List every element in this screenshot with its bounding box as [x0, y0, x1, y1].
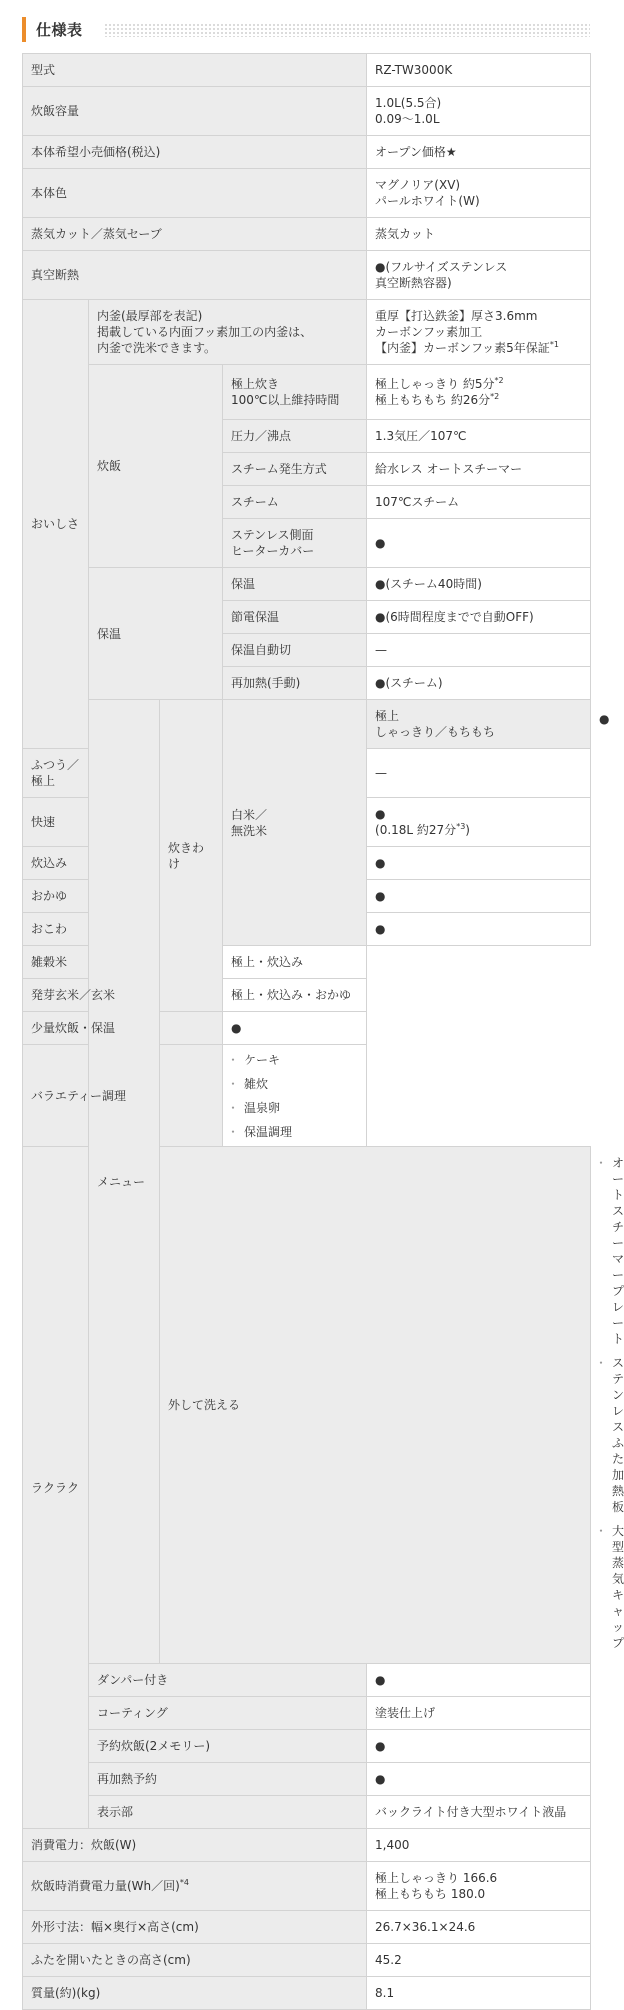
pot-value: 重厚【打込鉄釜】厚さ3.6mm カーボンフッ素加工 【内釜】カーボンフッ素5年保証$^{*1}$: [367, 300, 591, 365]
group-rakuraku: ラクラク: [23, 1147, 89, 1829]
hoon-value: ●(スチーム40時間): [367, 568, 591, 601]
pressure-label: 圧力／沸点: [223, 420, 367, 453]
steam-cut-value: 蒸気カット: [367, 218, 591, 251]
table-row: [23, 1829, 591, 1862]
table-row: [23, 1944, 591, 1977]
list-item: ・ オートスチーマープレート: [599, 1151, 612, 1351]
quick-value: ● (0.18L 約27分$^{*3}$): [367, 798, 591, 847]
coating-label: コーティング: [89, 1697, 367, 1730]
steam-cut-label: 蒸気カット／蒸気セーブ: [23, 218, 367, 251]
table-row: [23, 1045, 591, 1147]
futsuu-value: —: [367, 749, 591, 798]
heater-cover-value: ●: [367, 519, 591, 568]
weight-label: 質量(約)(kg): [23, 1977, 367, 2010]
timer-label: 予約炊飯(2メモリー): [89, 1730, 367, 1763]
auto-off-label: 保温自動切: [223, 634, 367, 667]
reheat-timer-label: 再加熱予約: [89, 1763, 367, 1796]
white-rice-label: 白米／ 無洗米: [223, 700, 367, 946]
weight-value: 8.1: [367, 1977, 591, 2010]
list-item: ・ 雑炊: [231, 1072, 358, 1096]
small-value: ●: [223, 1012, 367, 1045]
size-label: 外形寸法：幅×奥行×高さ(cm): [23, 1911, 367, 1944]
table-row: [23, 1697, 591, 1730]
reheat-timer-value: ●: [367, 1763, 591, 1796]
color-label: 本体色: [23, 169, 367, 218]
variety-label: バラエティー調理: [23, 1045, 223, 1147]
list-item: ・ 大型蒸気キャップ: [599, 1519, 612, 1655]
variety-list: [231, 1048, 358, 1144]
model-label: 型式: [23, 54, 367, 87]
takiwake-label: 炊きわけ: [160, 700, 223, 1012]
display-value: バックライト付き大型ホワイト液晶: [367, 1796, 591, 1829]
damper-label: ダンパー付き: [89, 1664, 367, 1697]
table-row: [23, 1730, 591, 1763]
color-value: マグノリア(XV) パールホワイト(W): [367, 169, 591, 218]
table-row: [23, 946, 591, 979]
table-row: [23, 365, 591, 420]
gokujo-takki-value: 極上しゃっきり 約5分$^{*2}$ 極上もちもち 約26分$^{*2}$: [367, 365, 591, 420]
list-item: ・ ケーキ: [231, 1048, 358, 1072]
vacuum-value: ●(フルサイズステンレス 真空断熱容器): [367, 251, 591, 300]
display-label: 表示部: [89, 1796, 367, 1829]
table-row: [23, 169, 591, 218]
reheat-label: 再加熱(手動): [223, 667, 367, 700]
table-row: [23, 136, 591, 169]
price-value: オープン価格★: [367, 136, 591, 169]
table-row: [23, 1664, 591, 1697]
heading-accent-bar: [22, 17, 26, 42]
okayu-label: おかゆ: [23, 880, 89, 913]
table-row: [23, 54, 591, 87]
eco-label: 節電保温: [223, 601, 367, 634]
quick-label: 快速: [23, 798, 89, 847]
futsuu-label: ふつう／極上: [23, 749, 89, 798]
coating-value: 塗装仕上げ: [367, 1697, 591, 1730]
zakkoku-value: 極上・炊込み: [223, 946, 367, 979]
heater-cover-label: ステンレス側面 ヒーターカバー: [223, 519, 367, 568]
okowa-label: おこわ: [23, 913, 89, 946]
group-oishisa: おいしさ: [23, 300, 89, 749]
small-label: 少量炊飯・保温: [23, 1012, 223, 1045]
table-row: [23, 979, 591, 1012]
table-row: [23, 218, 591, 251]
capacity-value: 1.0L(5.5合) 0.09〜1.0L: [367, 87, 591, 136]
price-label: 本体希望小売価格(税込): [23, 136, 367, 169]
table-row: [23, 87, 591, 136]
table-row: メニュー 炊きわけ 白米／ 無洗米 極上 しゃっきり／もちもち ●: [23, 700, 591, 749]
spec-table: [22, 53, 624, 2010]
vacuum-label: 真空断熱: [23, 251, 367, 300]
table-row: [23, 568, 591, 601]
okayu-value: ●: [367, 880, 591, 913]
table-row: [23, 1796, 591, 1829]
open-height-label: ふたを開いたときの高さ(cm): [23, 1944, 367, 1977]
table-row: [23, 1911, 591, 1944]
table-row: [23, 1012, 591, 1045]
spec-heading: [22, 16, 590, 43]
table-row: [23, 1977, 591, 2010]
list-item: ・ 温泉卵: [231, 1096, 358, 1120]
genmai-label: 発芽玄米／玄米: [23, 979, 160, 1012]
cooking-label: 炊飯: [89, 365, 223, 568]
list-item: ・ ステンレスふた加熱板: [599, 1351, 612, 1519]
variety-value: [223, 1045, 367, 1147]
power-value: 1,400: [367, 1829, 591, 1862]
takikomi-value: ●: [367, 847, 591, 880]
energy-label: 炊飯時消費電力量(Wh／回)$^{*4}$: [23, 1862, 367, 1911]
group-menu: メニュー: [89, 700, 160, 1664]
open-height-value: 45.2: [367, 1944, 591, 1977]
pot-label: 内釜(最厚部を表記) 掲載している内面フッ素加工の内釜は、 内釜で洗米できます。: [89, 300, 367, 365]
menu-gokujo-label: 極上 しゃっきり／もちもち: [367, 700, 591, 749]
steam-method-value: 給水レス オートスチーマー: [367, 453, 591, 486]
heading-title: 仕様表: [36, 21, 83, 39]
energy-value: 極上しゃっきり 166.6 極上もちもち 180.0: [367, 1862, 591, 1911]
steam-value: 107℃スチーム: [367, 486, 591, 519]
genmai-value: 極上・炊込み・おかゆ: [223, 979, 367, 1012]
okowa-value: ●: [367, 913, 591, 946]
steam-label: スチーム: [223, 486, 367, 519]
gokujo-takki-label: 極上炊き 100℃以上維持時間: [223, 365, 367, 420]
pressure-value: 1.3気圧／107℃: [367, 420, 591, 453]
size-value: 26.7×36.1×24.6: [367, 1911, 591, 1944]
zakkoku-label: 雑穀米: [23, 946, 160, 979]
steam-method-label: スチーム発生方式: [223, 453, 367, 486]
heading-dotted-rule: [104, 23, 590, 37]
auto-off-value: —: [367, 634, 591, 667]
power-label: 消費電力：炊飯(W): [23, 1829, 367, 1862]
reheat-value: ●(スチーム): [367, 667, 591, 700]
model-value: RZ-TW3000K: [367, 54, 591, 87]
keep-warm-label: 保温: [89, 568, 223, 700]
table-row: [23, 1862, 591, 1911]
table-row: [23, 1763, 591, 1796]
timer-value: ●: [367, 1730, 591, 1763]
takikomi-label: 炊込み: [23, 847, 89, 880]
eco-value: ●(6時間程度までで自動OFF): [367, 601, 591, 634]
damper-value: ●: [367, 1664, 591, 1697]
list-item: ・ 保温調理: [231, 1120, 358, 1144]
washable-label: 外して洗える: [160, 1147, 591, 1664]
table-row: [23, 300, 591, 365]
capacity-label: 炊飯容量: [23, 87, 367, 136]
table-row: [23, 251, 591, 300]
hoon-label: 保温: [223, 568, 367, 601]
